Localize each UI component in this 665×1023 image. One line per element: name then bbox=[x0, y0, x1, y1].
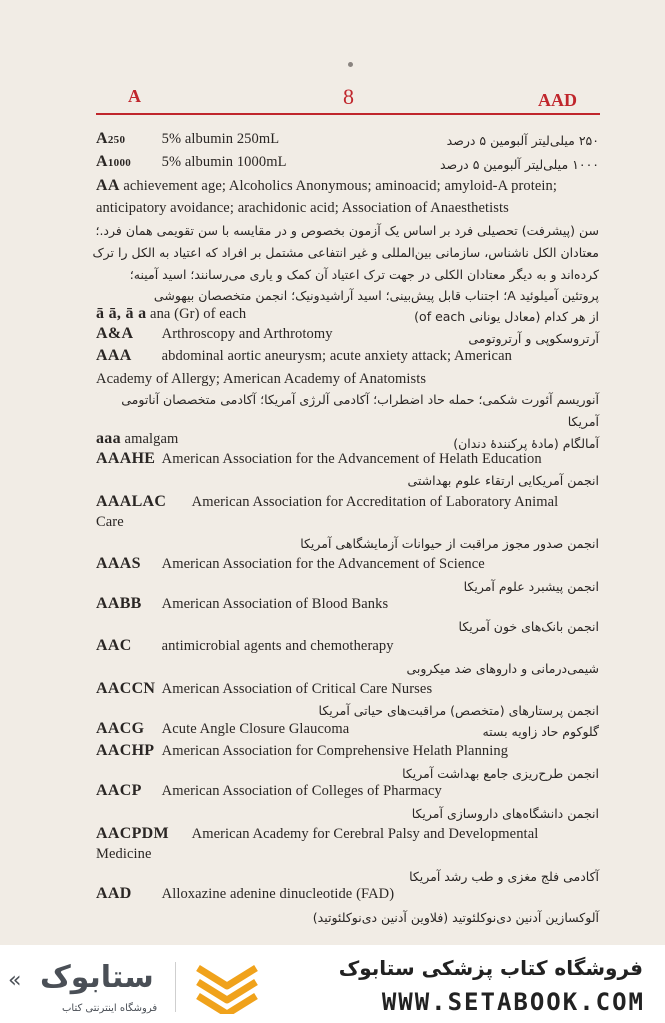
persian-definition-line: انجمن بانک‌های خون آمریکا bbox=[458, 619, 599, 634]
store-name: فروشگاه کتاب پزشکی ستابوک bbox=[338, 956, 643, 980]
entry-term: A&A bbox=[96, 325, 134, 342]
persian-definition-line: آلوکسازین آدنین دی‌نوکلئوتید (فلاوین آدنین دی‌نوکلئوتید) bbox=[312, 910, 599, 925]
entry-definition: American Association of Critical Care Nurses bbox=[161, 681, 433, 697]
entry-definition: anticipatory avoidance; arachidonic acid; Association of Anaesthetists bbox=[96, 200, 509, 216]
entry-definition: American Association of Blood Banks bbox=[161, 596, 389, 612]
english-entry-line bbox=[96, 450, 542, 468]
entry-definition: Academy of Allergy; American Academy of Anatomists bbox=[96, 371, 427, 387]
entry-term: aaa bbox=[96, 430, 121, 447]
english-entry-line bbox=[96, 153, 287, 172]
persian-definition-line: معتادان الکل ناشناس، سازمانی بین‌المللی و غیر انتفاعی مشتمل بر افراد که اعتیاد به الکل را ترک bbox=[92, 245, 599, 260]
entry-definition: Care bbox=[96, 514, 124, 530]
entry-term: AAA bbox=[96, 347, 132, 364]
persian-definition-line: آنوریسم آئورت شکمی؛ حمله حاد اضطراب؛ آکادمی آلرژی آمریکا؛ آکادمی متخصصان آناتومی bbox=[121, 392, 599, 407]
persian-definition-line: انجمن پیشبرد علوم آمریکا bbox=[463, 579, 599, 594]
persian-definition-line: انجمن صدور مجوز مراقبت از حیوانات آزمایشگاهی آمریکا bbox=[300, 536, 599, 551]
entry-definition: American Association for Accreditation of Laboratory Animal bbox=[191, 494, 559, 510]
english-entry-line bbox=[96, 513, 124, 531]
entry-definition: Medicine bbox=[96, 846, 152, 862]
english-entry-line bbox=[96, 325, 333, 343]
english-entry-line bbox=[96, 130, 279, 149]
entry-definition: achievement age; Alcoholics Anonymous; aminoacid; amyloid-A protein; bbox=[123, 178, 557, 194]
entry-term: AAAHE bbox=[96, 450, 156, 467]
english-entry-line bbox=[96, 680, 432, 698]
entry-definition: antimicrobial agents and chemotherapy bbox=[161, 638, 394, 654]
persian-definition-line: ۲۵۰ میلی‌لیتر آلبومین ۵ درصد bbox=[446, 133, 599, 148]
english-entry-line bbox=[96, 825, 538, 843]
entry-term: AACHP bbox=[96, 742, 155, 759]
entry-definition: ana (Gr) of each bbox=[150, 306, 247, 322]
persian-definition-line: آکادمی فلج مغزی و طب رشد آمریکا bbox=[409, 869, 599, 884]
english-entry-line bbox=[96, 493, 558, 511]
english-entry-line bbox=[96, 177, 557, 195]
english-entry-line bbox=[96, 305, 246, 323]
english-entry-line bbox=[96, 595, 388, 613]
persian-definition-line: انجمن آمریکایی ارتقاء علوم بهداشتی bbox=[407, 473, 599, 488]
entry-definition: American Association of Colleges of Pharmacy bbox=[161, 783, 442, 799]
entry-term: ā ā, ā a bbox=[96, 305, 147, 322]
entry-term: A250 bbox=[96, 130, 126, 147]
header-left-letter: A bbox=[128, 86, 141, 106]
persian-definition-line: پروتئین آمیلوئید A؛ اجتناب قابل پیش‌بینی؛ اسید آراشیدونیک؛ انجمن متخصصان بیهوشی bbox=[153, 288, 599, 303]
entry-definition: American Association for the Advancement of Helath Education bbox=[161, 451, 542, 467]
persian-definition-line: ۱۰۰۰ میلی‌لیتر آلبومین ۵ درصد bbox=[439, 157, 599, 172]
persian-definition-line: کرده‌اند و به دیگر معتادان الکلی در جهت ترک اعتیاد آن کمک و یاری می‌رسانند؛ اسید آمینه؛ bbox=[129, 267, 599, 282]
header-rule bbox=[96, 113, 600, 115]
english-entry-line bbox=[96, 370, 426, 388]
double-chevron-icon: « bbox=[8, 968, 22, 993]
persian-definition-line: آمالگام (مادهٔ پرکنندهٔ دندان) bbox=[453, 436, 599, 451]
english-entry-line bbox=[96, 742, 508, 760]
persian-definition-line: انجمن طرح‌ریزی جامع بهداشت آمریکا bbox=[402, 766, 599, 781]
persian-definition-line: شیمی‌درمانی و داروهای ضد میکروبی bbox=[406, 661, 599, 676]
store-logo-word: ستابوک bbox=[40, 960, 154, 995]
english-entry-line bbox=[96, 885, 394, 903]
entry-definition: Arthroscopy and Arthrotomy bbox=[161, 326, 333, 342]
entry-term-subscript: 1000 bbox=[107, 157, 132, 169]
store-logo-subtitle: فروشگاه اینترنتی کتاب bbox=[62, 1003, 158, 1014]
header-right-term: AAD bbox=[538, 90, 577, 110]
persian-definition-line: انجمن پرستارهای (متخصص) مراقبت‌های حیاتی آمریکا bbox=[318, 703, 599, 718]
english-entry-line bbox=[96, 347, 512, 365]
book-stack-icon bbox=[192, 958, 262, 1014]
entry-term: AA bbox=[96, 177, 120, 194]
store-url[interactable]: WWW.SETABOOK.COM bbox=[381, 988, 645, 1016]
page-number: 8 bbox=[343, 84, 354, 109]
entry-definition: abdominal aortic aneurysm; acute anxiety attack; American bbox=[161, 348, 512, 364]
english-entry-line bbox=[96, 720, 349, 738]
entry-definition: amalgam bbox=[124, 431, 179, 447]
persian-definition-line: گلوکوم حاد زاویه بسته bbox=[482, 724, 599, 739]
entry-term: AAAS bbox=[96, 555, 141, 572]
entry-term: AAALAC bbox=[96, 493, 167, 510]
page-dot-mark bbox=[348, 62, 353, 67]
entry-definition: American Academy for Cerebral Palsy and Developmental bbox=[191, 826, 539, 842]
footer-divider bbox=[175, 962, 176, 1012]
entry-definition: 5% albumin 250mL bbox=[161, 131, 280, 147]
entry-definition: American Association for the Advancement of Science bbox=[161, 556, 485, 572]
entry-term: AABB bbox=[96, 595, 142, 612]
english-entry-line bbox=[96, 782, 442, 800]
entry-definition: American Association for Comprehensive Helath Planning bbox=[161, 743, 509, 759]
entry-term: AACPDM bbox=[96, 825, 169, 842]
persian-definition-line: سن (پیشرفت) تحصیلی فرد بر اساس یک آزمون بخصوص و در مقایسه با سن تقویمی همان فرد.؛ bbox=[95, 223, 599, 238]
english-entry-line bbox=[96, 637, 394, 655]
persian-definition-line: آمریکا bbox=[567, 414, 599, 429]
english-entry-line bbox=[96, 555, 485, 573]
english-entry-line bbox=[96, 199, 509, 217]
entry-term-subscript: 250 bbox=[107, 134, 126, 146]
english-entry-line bbox=[96, 845, 152, 863]
entry-term: AACCN bbox=[96, 680, 156, 697]
entry-definition: 5% albumin 1000mL bbox=[161, 154, 287, 170]
persian-definition-line: انجمن دانشگاه‌های داروسازی آمریکا bbox=[411, 806, 599, 821]
entry-term: AAD bbox=[96, 885, 132, 902]
english-entry-line bbox=[96, 430, 178, 448]
entry-term: A1000 bbox=[96, 153, 132, 170]
entry-term: AAC bbox=[96, 637, 132, 654]
persian-definition-line: از هر کدام (معادل یونانی of each) bbox=[414, 309, 599, 324]
entry-term: AACG bbox=[96, 720, 145, 737]
entry-definition: Alloxazine adenine dinucleotide (FAD) bbox=[161, 886, 395, 902]
persian-definition-line: آرتروسکوپی و آرتروتومی bbox=[468, 331, 599, 346]
entry-definition: Acute Angle Closure Glaucoma bbox=[161, 721, 350, 737]
entry-term: AACP bbox=[96, 782, 142, 799]
